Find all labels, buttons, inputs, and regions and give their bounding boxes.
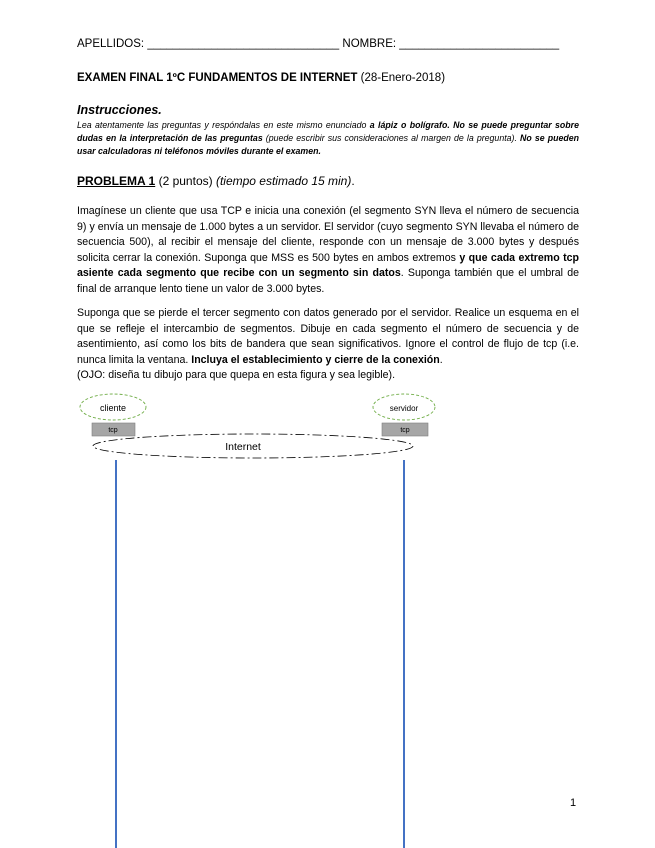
exam-date: (28-Enero-2018) <box>360 72 446 84</box>
nombre-blank: _________________________ <box>399 38 560 50</box>
para1-b: y que cada extremo tcp asiente cada segmento que recibe con un segmento sin datos <box>77 251 579 280</box>
apellidos-blank: ______________________________ <box>147 38 340 50</box>
instructions-b2: No se pueden usar calculadoras ni teléfonos móviles durante el examen. <box>77 132 579 156</box>
problem-time: (tiempo estimado 15 min) <box>215 174 352 188</box>
exam-title <box>77 72 445 84</box>
nombre-label: NOMBRE: <box>342 38 397 50</box>
problem-label: PROBLEMA 1 <box>77 174 156 188</box>
para2-a: Suponga que se pierde el tercer segmento con datos generado por el servidor. Realice un esquema en el que se refleje el intercambio de segmentos. Dibuje en cada segmento el número de secuencia y de asentimiento, así como los bits de bandera que sean significativos. Ignore el control de flujo de tcp (i.e. nunca limita la ventana. <box>77 307 579 366</box>
problem-points: (2 puntos) <box>158 174 213 188</box>
problem-paragraph-2 <box>77 306 579 384</box>
instructions-t1: Lea atentamente las preguntas y respóndalas en este mismo enunciado <box>77 120 370 130</box>
para2-d: (OJO: diseña tu dibujo para que quepa en esta figura y sea legible). <box>77 369 396 382</box>
problem-paragraph-1 <box>77 204 579 298</box>
header-line <box>77 38 559 50</box>
instructions-heading: Instrucciones. <box>77 103 162 117</box>
instructions-text <box>77 119 579 157</box>
apellidos-label: APELLIDOS: <box>77 38 145 50</box>
para1-a: Imagínese un cliente que usa TCP e inicia una conexión (el segmento SYN lleva el número de secuencia 9) y envía un mensaje de 1.000 bytes a un servidor. El servidor (cuyo segmento SYN llevaba el número de secuencia 500), al recibir el mensaje del cliente, responde con un mensaje de 3.000 bytes y después solicita cerrar la conexión. Suponga que MSS es 500 bytes en ambos extremos <box>77 205 579 264</box>
server-tcp-label: tcp <box>400 427 410 434</box>
client-label: cliente <box>99 403 127 413</box>
para2-c: . <box>439 353 443 366</box>
internet-label: Internet <box>225 441 261 453</box>
tcp-diagram <box>0 380 655 848</box>
instructions-t2: (puede escribir sus consideraciones al margen de la pregunta). <box>262 132 521 143</box>
client-tcp-label: tcp <box>108 427 118 434</box>
para1-c: . Suponga también que el umbral de final de arranque lento tiene un valor de 3.000 bytes. <box>77 267 579 295</box>
instructions-b1: a lápiz o bolígrafo. No se puede preguntar sobre dudas en la interpretación de las preguntas <box>77 120 579 143</box>
para2-b: Incluya el establecimiento y cierre de la conexión <box>191 353 440 366</box>
problem-heading: PROBLEMA 1 (2 puntos) (tiempo estimado 15 min). <box>77 174 355 188</box>
page-number: 1 <box>570 797 577 809</box>
server-label: servidor <box>389 404 419 413</box>
exam-title-main: EXAMEN FINAL 1ºC FUNDAMENTOS DE INTERNET <box>77 72 358 84</box>
